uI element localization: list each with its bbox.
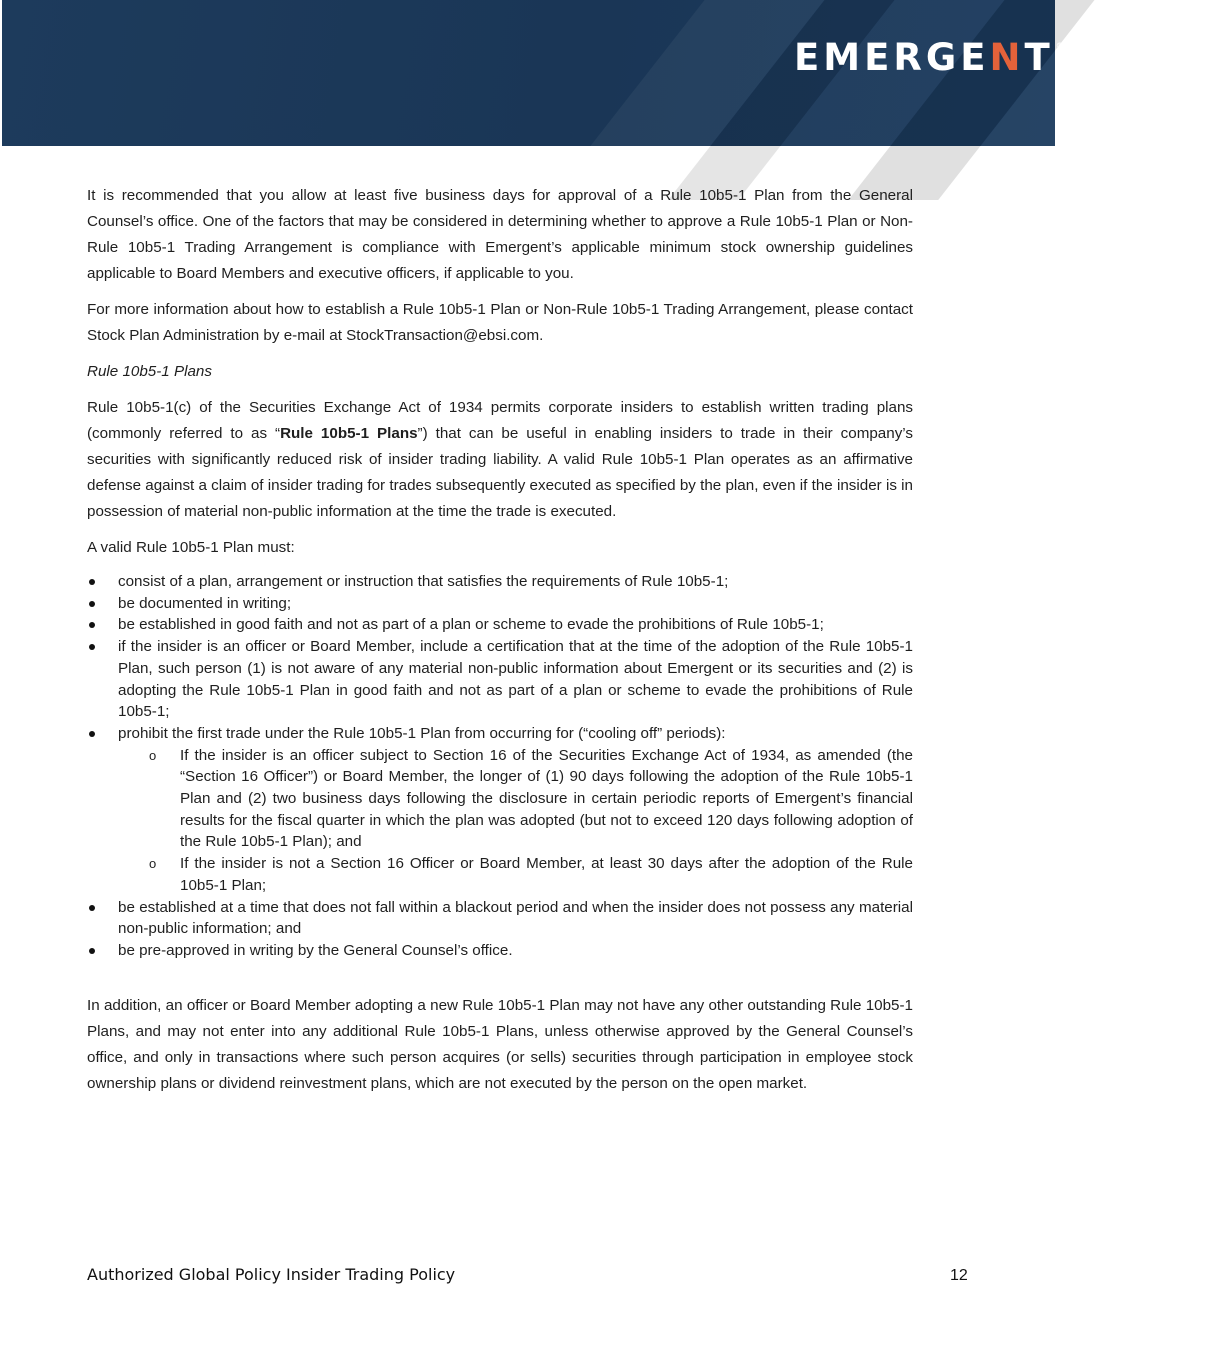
closing-paragraph: In addition, an officer or Board Member adopting a new Rule 10b5-1 Plan may not have any other outstanding Rule 10b5-1 Plans, and may not enter into any additional Rule 10b5-1 Plans, unless otherwise approved by the General Counsel’s office, and only in transactions where such person acquires (or sells) securities through participation in employee stock ownership plans or dividend reinvestment plans, which are not executed by the person on the open market. bbox=[87, 996, 913, 1092]
emergent-logo: EMERGENT ® bbox=[794, 36, 1064, 79]
list-item: prohibit the first trade under the Rule 10b5-1 Plan from occurring for (“cooling off” periods): o If the insider is an officer subject to Section 16 of the Securities Exchange Act of 1934, as amended (the “Section 16 Officer”) or Board Member, the longer of (1) 90 days following the adoption of the Rule 10b5-1 Plan and (2) two business days following the disclosure in certain periodic reports of Emergent’s financial results for the fiscal quarter in which the plan was adopted (but not to exceed 120 days following adoption of the Rule 10b5-1 Plan); and o If the insider is not a Section 16 Officer or Board Member, at least 30 days after the adoption of the Rule 10b5-1 Plan; bbox=[87, 723, 913, 897]
defined-term: Rule 10b5-1 Plans bbox=[280, 425, 418, 442]
contact-paragraph: For more information about how to establish a Rule 10b5-1 Plan or Non-Rule 10b5-1 Trading Arrangement, please contact Stock Plan Administration by e-mail at StockTransaction@ebsi.com. bbox=[87, 301, 913, 344]
sub-list-item: o If the insider is not a Section 16 Officer or Board Member, at least 30 days after the adoption of the Rule 10b5-1 Plan; bbox=[118, 853, 913, 896]
list-item: consist of a plan, arrangement or instruction that satisfies the requirements of Rule 10b5-1; bbox=[87, 571, 913, 593]
list-item: be pre-approved in writing by the General Counsel’s office. bbox=[87, 940, 913, 962]
requirements-list bbox=[87, 571, 913, 962]
intro-paragraph: It is recommended that you allow at least five business days for approval of a Rule 10b5-1 Plan from the General Counsel’s office. One of the factors that may be considered in determining whether to approve a Rule 10b5-1 Plan or Non-Rule 10b5-1 Trading Arrangement is compliance with Emergent’s applicable minimum stock ownership guidelines applicable to Board Members and executive officers, if applicable to you. bbox=[87, 187, 913, 282]
list-item: be documented in writing; bbox=[87, 593, 913, 615]
list-item: be established in good faith and not as part of a plan or scheme to evade the prohibitions of Rule 10b5-1; bbox=[87, 614, 913, 636]
list-item: be established at a time that does not fall within a blackout period and when the insider does not possess any material non-public information; and bbox=[87, 897, 913, 940]
page-number: 12 bbox=[950, 1267, 968, 1284]
document-body bbox=[87, 183, 913, 1107]
page-header-banner bbox=[2, 0, 1064, 146]
sub-list-item: o If the insider is an officer subject to Section 16 of the Securities Exchange Act of 1934, as amended (the “Section 16 Officer”) or Board Member, the longer of (1) 90 days following the adoption of the Rule 10b5-1 Plan and (2) two business days following the disclosure in certain periodic reports of Emergent’s financial results for the fiscal quarter in which the plan was adopted (but not to exceed 120 days following adoption of the Rule 10b5-1 Plan); and bbox=[118, 745, 913, 854]
cooling-off-sublist bbox=[118, 745, 913, 897]
list-item: if the insider is an officer or Board Member, include a certification that at the time of the adoption of the Rule 10b5-1 Plan, such person (1) is not aware of any material non-public information about Emergent or its securities and (2) is adopting the Rule 10b5-1 Plan in good faith and not as part of a plan or scheme to evade the prohibitions of Rule 10b5-1; bbox=[87, 636, 913, 723]
list-lead: A valid Rule 10b5-1 Plan must: bbox=[87, 539, 295, 556]
section-heading: Rule 10b5-1 Plans bbox=[87, 363, 212, 380]
section-paragraph: Rule 10b5-1(c) of the Securities Exchange Act of 1934 permits corporate insiders to establish written trading plans (commonly referred to as “Rule 10b5-1 Plans”) that can be useful in enabling insiders to trade in their company’s securities with significantly reduced risk of insider trading liability. A valid Rule 10b5-1 Plan operates as an affirmative defense against a claim of insider trading for trades subsequently executed as specified by the plan, even if the insider is in possession of material non-public information at the time the trade is executed. bbox=[87, 399, 913, 520]
footer-title: Authorized Global Policy Insider Trading Policy bbox=[87, 1265, 456, 1284]
